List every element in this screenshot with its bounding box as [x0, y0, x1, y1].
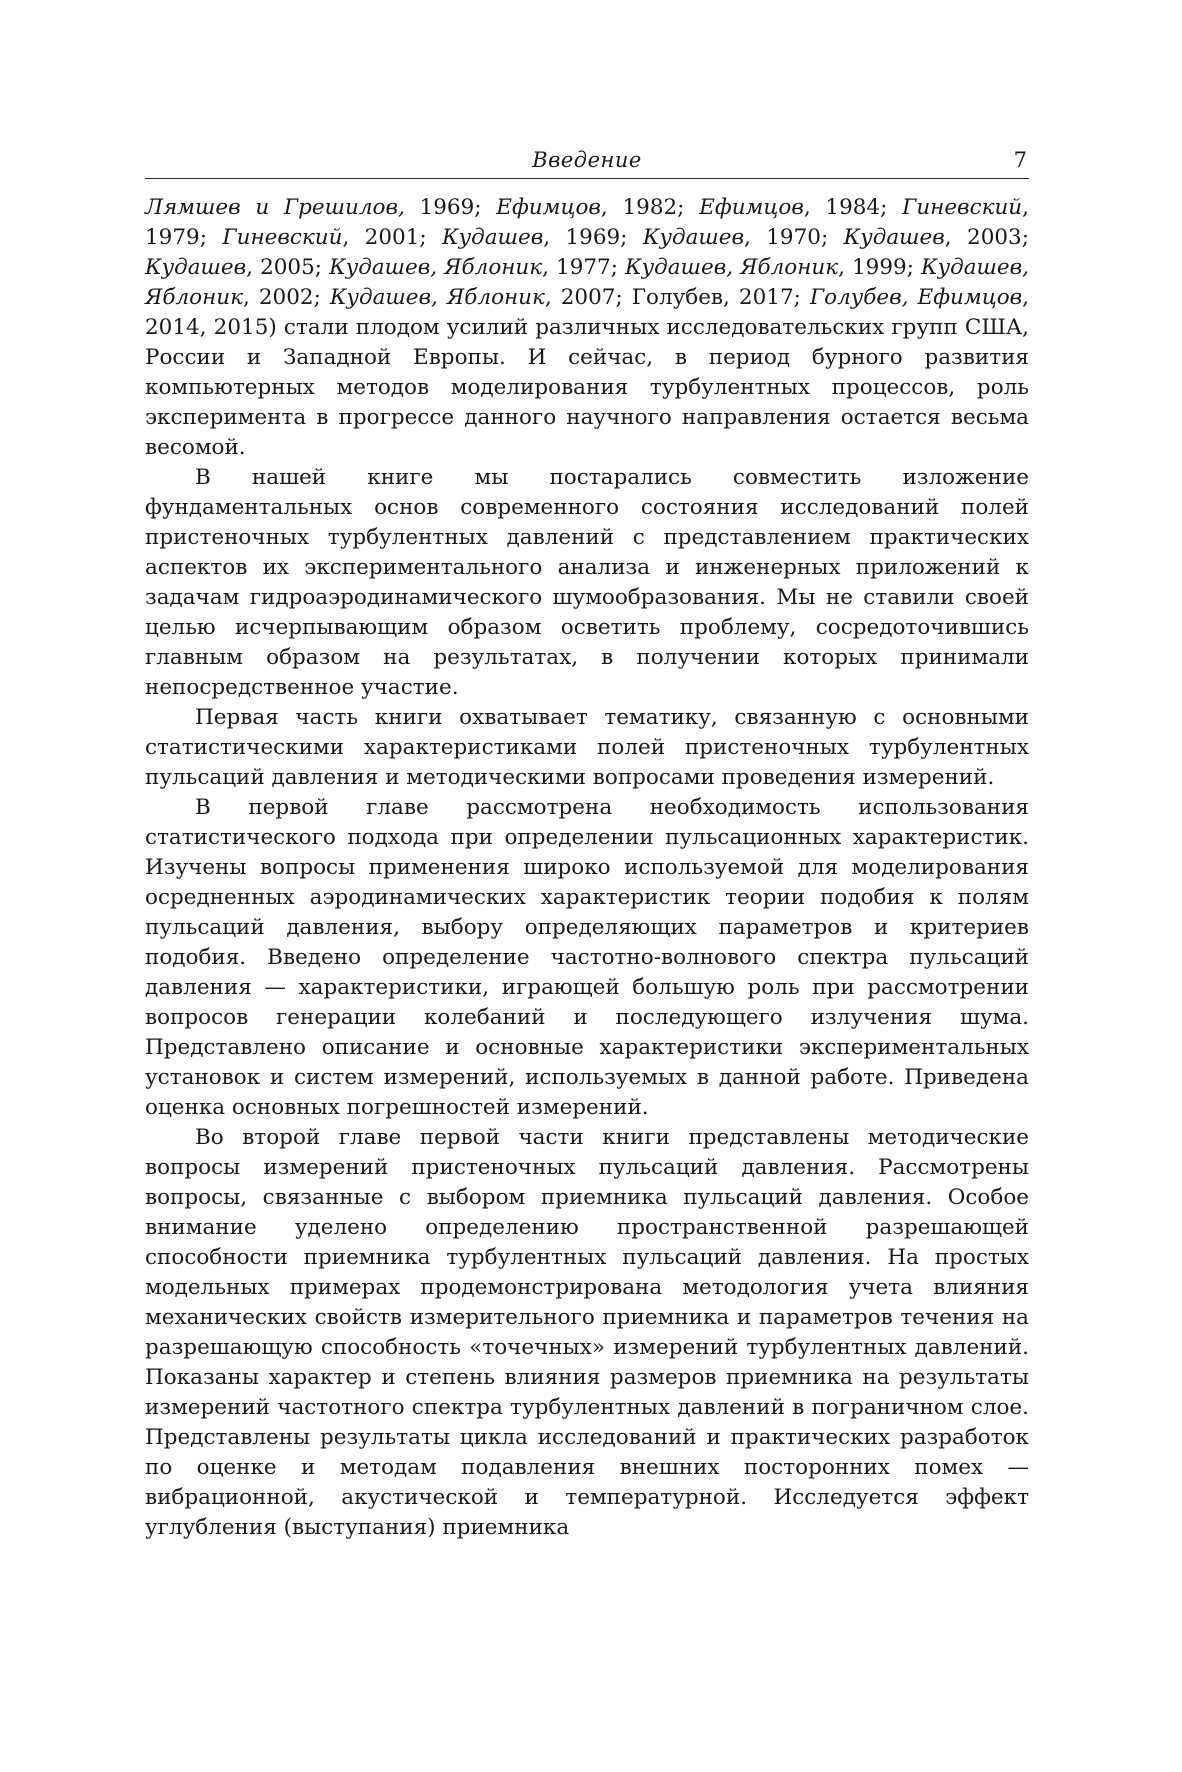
citation-author: Кудашев, Яблоник	[329, 255, 543, 280]
text-run: , 2002;	[242, 285, 330, 310]
paragraph	[145, 1123, 1029, 1543]
citation-author: Гиневский	[902, 195, 1023, 220]
citation-author: Гиневский	[222, 225, 343, 250]
text-run: , 1977;	[542, 255, 626, 280]
text-run: , 1970;	[744, 225, 844, 250]
text-run: , 1982;	[600, 195, 700, 220]
citation-author: Лямшев и Грешилов,	[145, 195, 405, 220]
paragraph	[145, 793, 1029, 1123]
text-run: 1969;	[404, 195, 497, 220]
paragraph	[145, 703, 1029, 793]
text-run: В нашей книге мы постарались совместить изложение фундаментальных основ современного состояния исследований полей пристеночных турбулентных давлений с представлением практических аспектов их экспериментального анализа и инженерных приложений к задачам гидроаэродинамического шумообразования. Мы не ставили своей целью исчерпывающим образом осветить проблему, сосредоточившись главным образом на результатах, в получении которых принимали непосредственное участие.	[145, 465, 1029, 700]
text-run: , 1979;	[145, 195, 1029, 250]
citation-author: Кудашев	[145, 255, 247, 280]
citation-author: Кудашев	[442, 225, 544, 250]
book-page	[145, 148, 1029, 1543]
citation-author: Кудашев, Яблоник	[145, 255, 1029, 310]
paragraph	[145, 193, 1029, 463]
citation-author: Голубев, Ефимцов	[809, 285, 1023, 310]
page-number: 7	[1013, 148, 1027, 172]
text-run: , 1984;	[803, 195, 903, 220]
text-run: , 1969;	[543, 225, 643, 250]
citation-author: Ефимцов	[699, 195, 804, 220]
body-text	[145, 193, 1029, 1543]
citation-author: Ефимцов	[496, 195, 601, 220]
running-title: Введение	[532, 148, 642, 172]
text-run: , 2007; Голубев, 2017;	[544, 285, 810, 310]
text-run: Во второй главе первой части книги представлены методические вопросы измерений пристеночных пульсаций давления. Рассмотрены вопросы, связанные с выбором приемника пульсаций давления. Особое внимание уделено определению пространственной разрешающей способности приемника турбулентных пульсаций давления. На простых модельных примерах продемонстрирована методология учета влияния механических свойств измерительного приемника и параметров течения на разрешающую способность «точечных» измерений турбулентных давлений. Показаны характер и степень влияния размеров приемника на результаты измерений частотного спектра турбулентных давлений в пограничном слое. Представлены результаты цикла исследований и практических разработок по оценке и методам подавления внешних посторонних помех — вибрационной, акустической и температурной. Исследуется эффект углубления (выступания) приемника	[145, 1125, 1029, 1540]
text-run: , 2001;	[342, 225, 443, 250]
paragraph	[145, 463, 1029, 703]
citation-author: Кудашев	[843, 225, 945, 250]
citation-author: Кудашев, Яблоник	[329, 285, 545, 310]
running-head	[145, 148, 1029, 179]
text-run: , 2005;	[246, 255, 330, 280]
text-run: , 2003;	[944, 225, 1029, 250]
text-run: , 1999;	[838, 255, 921, 280]
citation-author: Кудашев	[642, 225, 744, 250]
text-run: Первая часть книги охватывает тематику, связанную с основными статистическими характеристиками полей пристеночных турбулентных пульсаций давления и методическими вопросами проведения измерений.	[145, 705, 1029, 790]
citation-author: Кудашев, Яблоник	[625, 255, 839, 280]
text-run: , 2014, 2015) стали плодом усилий различных исследовательских групп США, России и Западной Европы. И сейчас, в период бурного развития компьютерных методов моделирования турбулентных процессов, роль эксперимента в прогрессе данного научного направления остается весьма весомой.	[145, 285, 1030, 460]
text-run: В первой главе рассмотрена необходимость использования статистического подхода при определении пульсационных характеристик. Изучены вопросы применения широко используемой для моделирования осредненных аэродинамических характеристик теории подобия к полям пульсаций давления, выбору определяющих параметров и критериев подобия. Введено определение частотно-волнового спектра пульсаций давления — характеристики, играющей большую роль при рассмотрении вопросов генерации колебаний и последующего излучения шума. Представлено описание и основные характеристики экспериментальных установок и систем измерений, используемых в данной работе. Приведена оценка основных погрешностей измерений.	[145, 795, 1029, 1120]
